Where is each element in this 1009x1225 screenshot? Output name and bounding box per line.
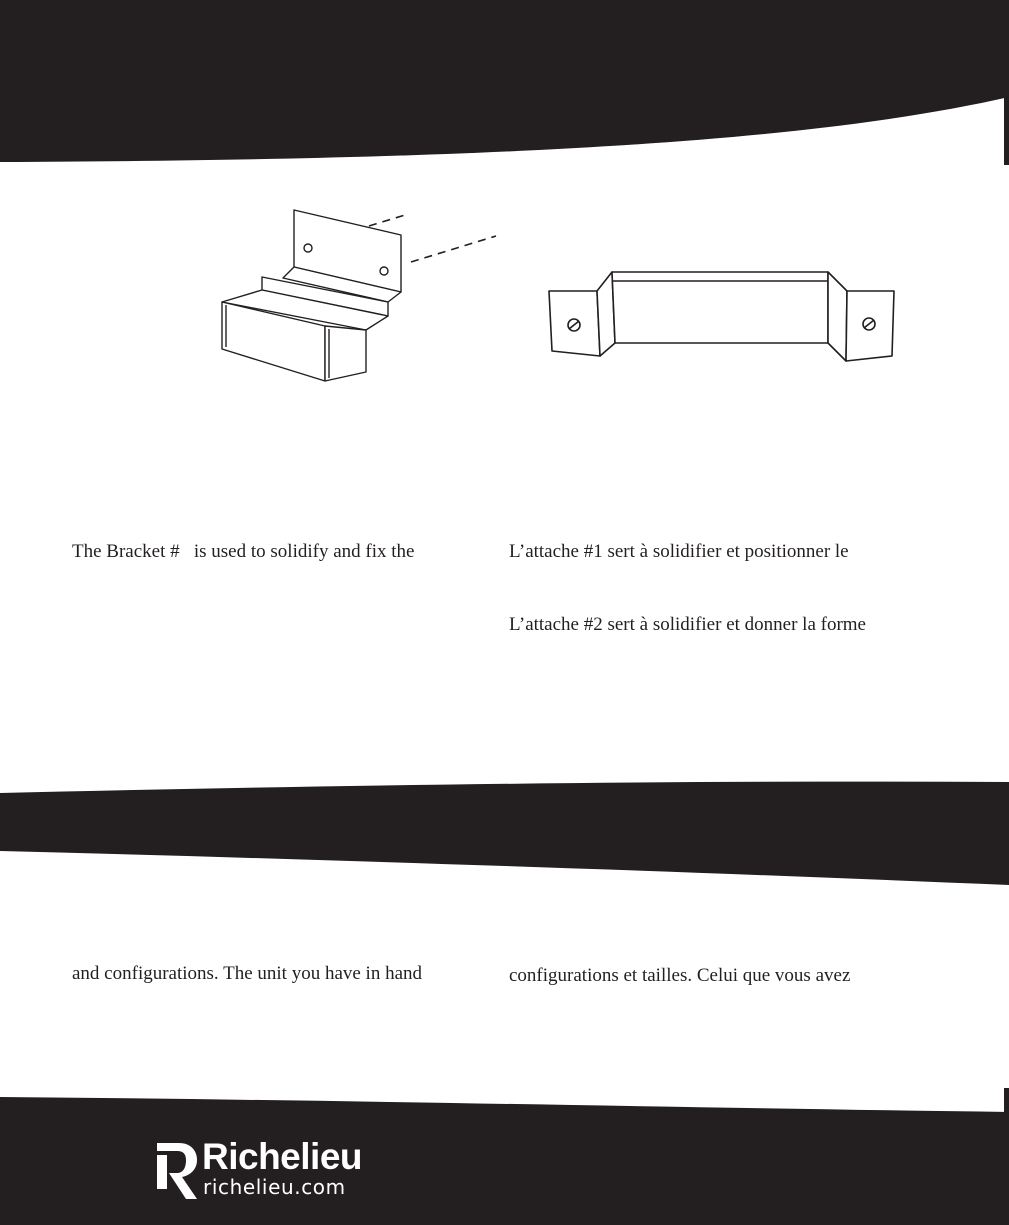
- footer-band: [0, 1085, 1009, 1225]
- richelieu-logo-mark: [155, 1141, 199, 1203]
- attache-1-text-fr: L’attache #1 sert à solidifier et positionner le: [509, 541, 849, 562]
- brand-name: Richelieu: [202, 1136, 362, 1177]
- richelieu-logo[interactable]: [155, 1136, 385, 1205]
- bracket-usage-text-en: The Bracket # is used to solidify and fix the: [72, 541, 415, 562]
- configurations-text-fr: configurations et tailles. Celui que vous avez: [509, 965, 851, 986]
- attache-2-text-fr: L’attache #2 sert à solidifier et donner la forme: [509, 614, 866, 635]
- bracket-2-illustration: [545, 265, 900, 365]
- section-band: [0, 775, 1009, 890]
- bracket-1-illustration: [215, 205, 505, 385]
- header-band: [0, 0, 1009, 170]
- website-link[interactable]: richelieu.com: [203, 1175, 346, 1199]
- configurations-text-en: and configurations. The unit you have in hand: [72, 963, 423, 984]
